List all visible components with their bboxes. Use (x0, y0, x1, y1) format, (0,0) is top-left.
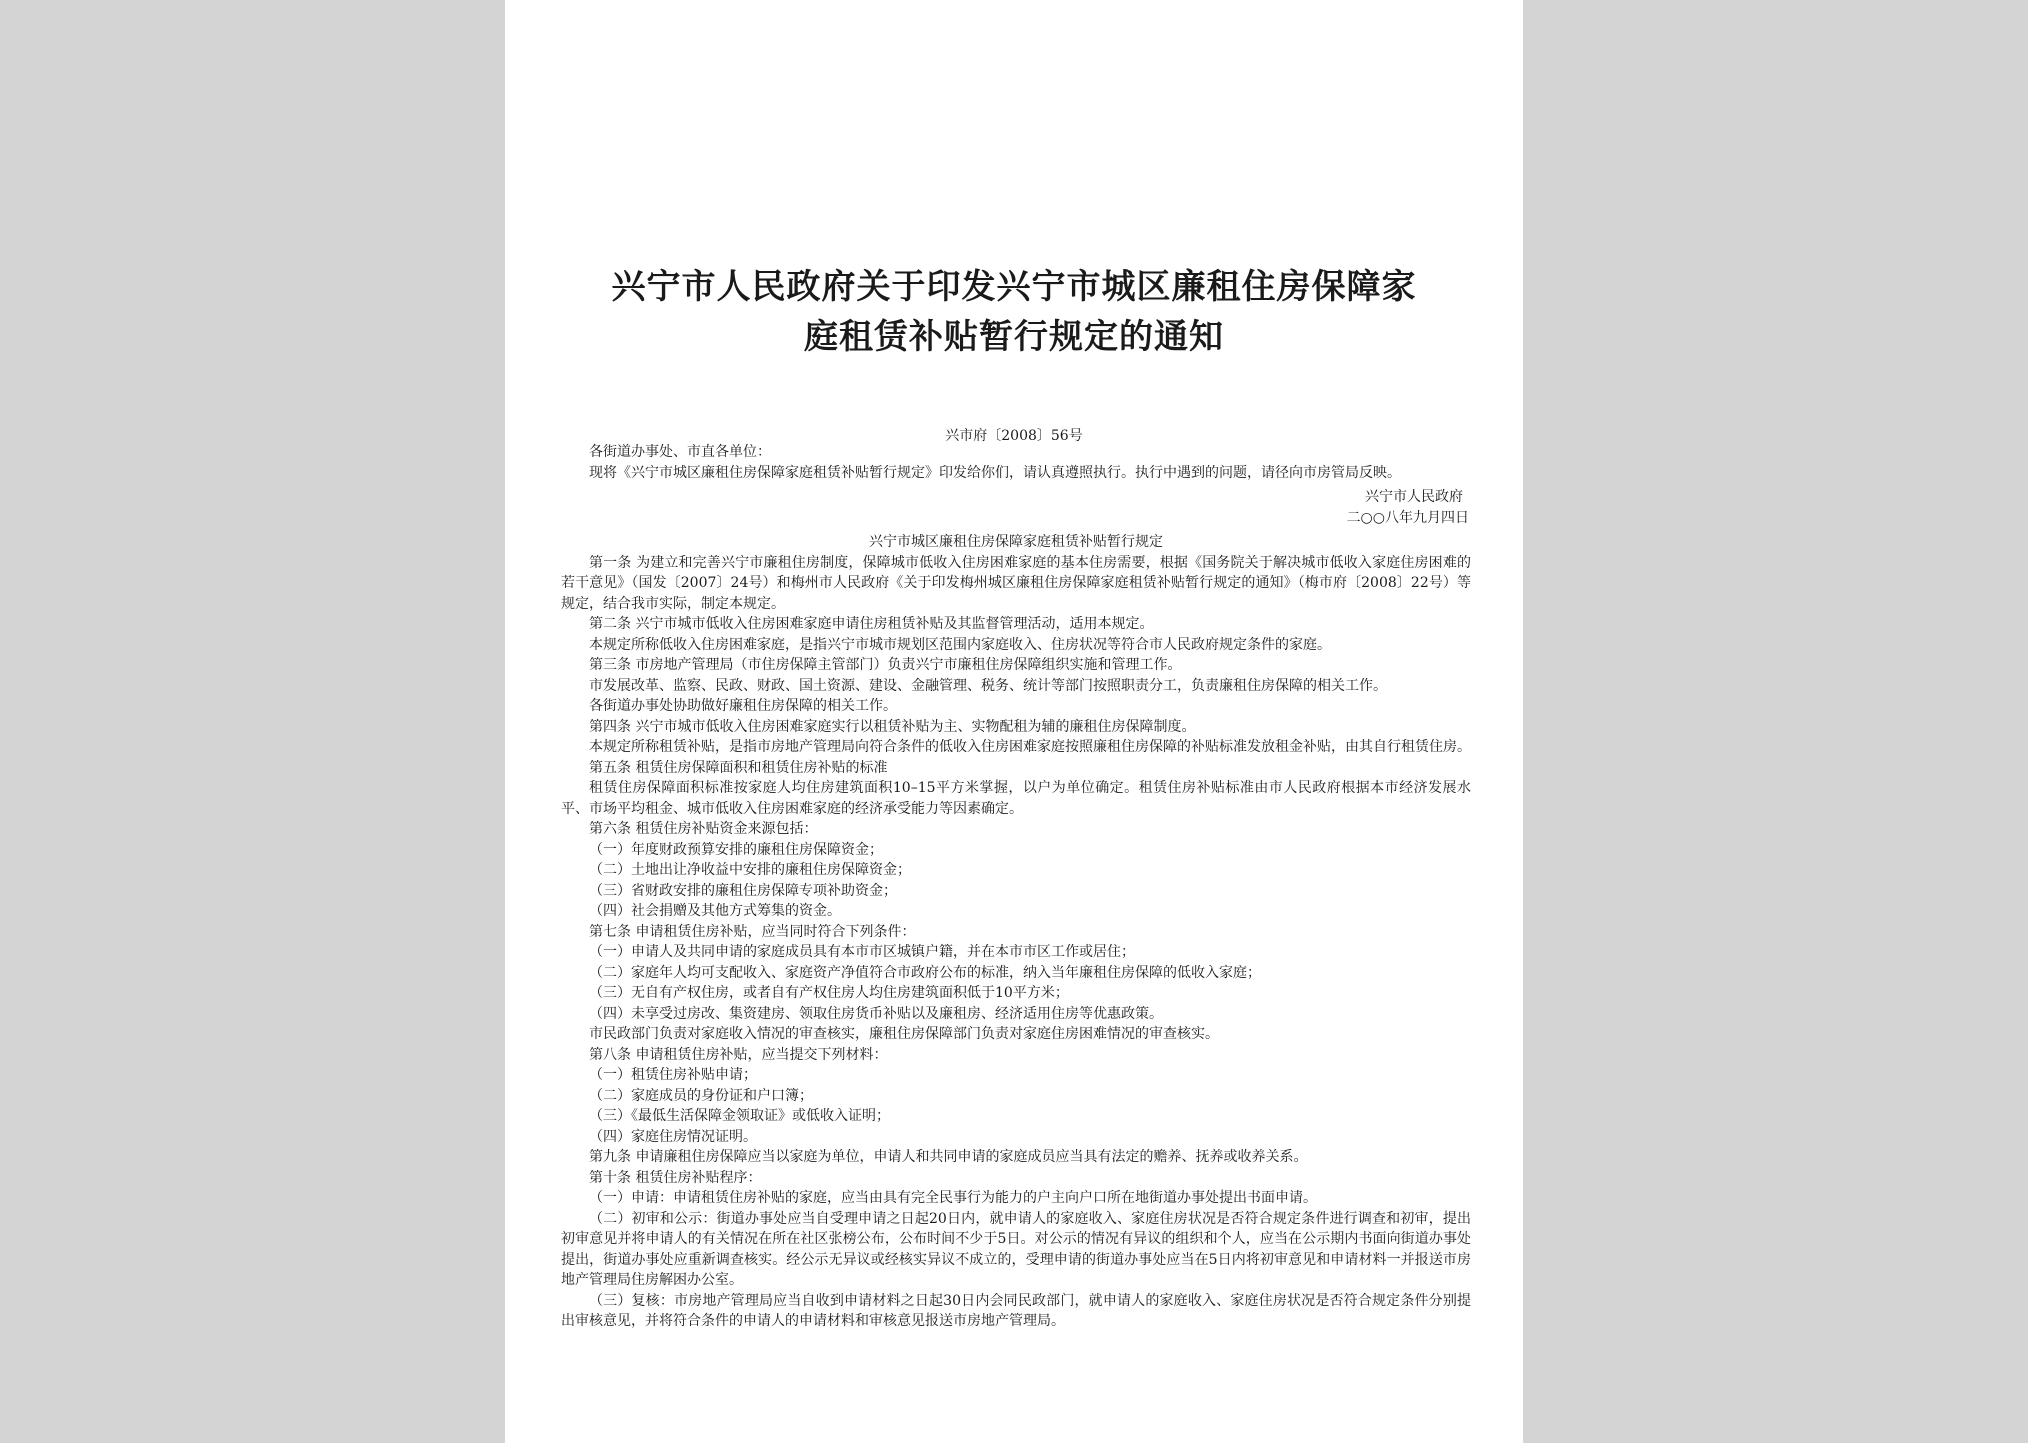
rule-paragraph: （一）申请人及共同申请的家庭成员具有本市市区城镇户籍，并在本市市区工作或居住； (589, 944, 1135, 960)
rules-title: 兴宁市城区廉租住房保障家庭租赁补贴暂行规定 (869, 534, 1163, 550)
rule-paragraph: （三）无自有产权住房，或者自有产权住房人均住房建筑面积低于10平方米； (589, 985, 1069, 1001)
rule-paragraph: 第三条 市房地产管理局（市住房保障主管部门）负责兴宁市廉租住房保障组织实施和管理工作。 (589, 657, 1182, 673)
rules-paragraphs (561, 553, 1471, 1332)
rule-paragraph: （二）家庭成员的身份证和户口簿； (589, 1087, 813, 1104)
rule-paragraph: 租赁住房保障面积标准按家庭人均住房建筑面积10–15平方米掌握，以户为单位确定。租赁住房补贴标准由市人民政府根据本市经济发展水平、市场平均租金、城市低收入住房困难家庭的经济承受能力等因素确定。 (561, 780, 1471, 817)
rule-paragraph: （二）初审和公示：街道办事处应当自受理申请之日起20日内，就申请人的家庭收入、家庭住房状况是否符合规定条件进行调查和初审，提出初审意见并将申请人的有关情况在所在社区张榜公布，公布时间不少于5日。对公示的情况有异议的组织和个人，应当在公示期内书面向街道办事处提出，街道办事处应重新调查核实。经公示无异议或经核实异议不成立的，受理申请的街道办事处应当在5日内将初审意见和申请材料一并报送市房地产管理局住房解困办公室。 (561, 1210, 1471, 1288)
intro-paragraph: 现将《兴宁市城区廉租住房保障家庭租赁补贴暂行规定》印发给你们，请认真遵照执行。执行中遇到的问题，请径向市房管局反映。 (589, 464, 1401, 481)
title-line-1: 兴宁市人民政府关于印发兴宁市城区廉租住房保障家 (611, 267, 1417, 307)
rule-paragraph: 第七条 申请租赁住房补贴，应当同时符合下列条件： (589, 923, 916, 940)
rule-paragraph: （一）年度财政预算安排的廉租住房保障资金； (589, 841, 883, 858)
title-line-2: 庭租赁补贴暂行规定的通知 (804, 317, 1224, 357)
rule-paragraph: （三）《最低生活保障金领取证》或低收入证明； (589, 1108, 890, 1124)
rule-paragraph: （四）未享受过房改、集资建房、领取住房货币补贴以及廉租房、经济适用住房等优惠政策。 (589, 1005, 1163, 1022)
rule-paragraph: 第十条 租赁住房补贴程序： (589, 1169, 762, 1186)
rule-paragraph: 本规定所称租赁补贴，是指市房地产管理局向符合条件的低收入住房困难家庭按照廉租住房保障的补贴标准发放租金补贴，由其自行租赁住房。 (589, 739, 1471, 755)
rule-paragraph: （一）申请：申请租赁住房补贴的家庭，应当由具有完全民事行为能力的户主向户口所在地街道办事处提出书面申请。 (589, 1190, 1317, 1206)
rule-paragraph: 市民政部门负责对家庭收入情况的审查核实，廉租住房保障部门负责对家庭住房困难情况的审查核实。 (589, 1026, 1219, 1042)
addressee: 各街道办事处、市直各单位： (589, 444, 771, 460)
rule-paragraph: 第一条 为建立和完善兴宁市廉租住房制度，保障城市低收入住房困难家庭的基本住房需要，根据《国务院关于解决城市低收入家庭住房困难的若干意见》（国发〔2007〕24号）和梅州市人民政府《关于印发梅州城区廉租住房保障家庭租赁补贴暂行规定的通知》（梅市府〔2008〕22号）等规定，结合我市实际，制定本规定。 (561, 554, 1471, 612)
rule-paragraph: 第四条 兴宁市城市低收入住房困难家庭实行以租赁补贴为主、实物配租为辅的廉租住房保障制度。 (589, 718, 1196, 735)
rule-paragraph: 市发展改革、监察、民政、财政、国土资源、建设、金融管理、税务、统计等部门按照职责分工，负责廉租住房保障的相关工作。 (589, 677, 1387, 694)
rule-paragraph: 第九条 申请廉租住房保障应当以家庭为单位，申请人和共同申请的家庭成员应当具有法定的赡养、抚养或收养关系。 (589, 1149, 1308, 1165)
rule-paragraph: （四）社会捐赠及其他方式筹集的资金。 (589, 903, 841, 919)
rule-paragraph: 本规定所称低收入住房困难家庭，是指兴宁市城市规划区范围内家庭收入、住房状况等符合市人民政府规定条件的家庭。 (589, 636, 1331, 653)
rule-paragraph: 第六条 租赁住房补贴资金来源包括： (589, 821, 818, 837)
document-body (561, 442, 1471, 1332)
issue-date: 二○○八年九月四日 (1346, 509, 1469, 526)
document-page (505, 0, 1523, 1443)
rule-paragraph: 第八条 申请租赁住房补贴，应当提交下列材料： (589, 1046, 888, 1063)
rule-paragraph: （三）复核：市房地产管理局应当自收到申请材料之日起30日内会同民政部门，就申请人的家庭收入、家庭住房状况是否符合规定条件分别提出审核意见，并将符合条件的申请人的申请材料和审核意见报送市房地产管理局。 (561, 1292, 1471, 1329)
rule-paragraph: （四）家庭住房情况证明。 (589, 1128, 757, 1145)
rule-paragraph: 各街道办事处协助做好廉租住房保障的相关工作。 (589, 698, 897, 714)
rule-paragraph: （二）土地出让净收益中安排的廉租住房保障资金； (589, 862, 911, 878)
rule-paragraph: （三）省财政安排的廉租住房保障专项补助资金； (589, 882, 897, 899)
rule-paragraph: 第二条 兴宁市城市低收入住房困难家庭申请住房租赁补贴及其监督管理活动，适用本规定。 (589, 616, 1154, 632)
issuer: 兴宁市人民政府 (1365, 489, 1463, 505)
rule-paragraph: （二）家庭年人均可支配收入、家庭资产净值符合市政府公布的标准，纳入当年廉租住房保障的低收入家庭； (589, 964, 1261, 981)
document-number: 兴市府〔2008〕56号 (945, 428, 1083, 444)
rule-paragraph: 第五条 租赁住房保障面积和租赁住房补贴的标准 (589, 759, 888, 776)
document-title (505, 262, 1523, 362)
rule-paragraph: （一）租赁住房补贴申请； (589, 1067, 757, 1083)
